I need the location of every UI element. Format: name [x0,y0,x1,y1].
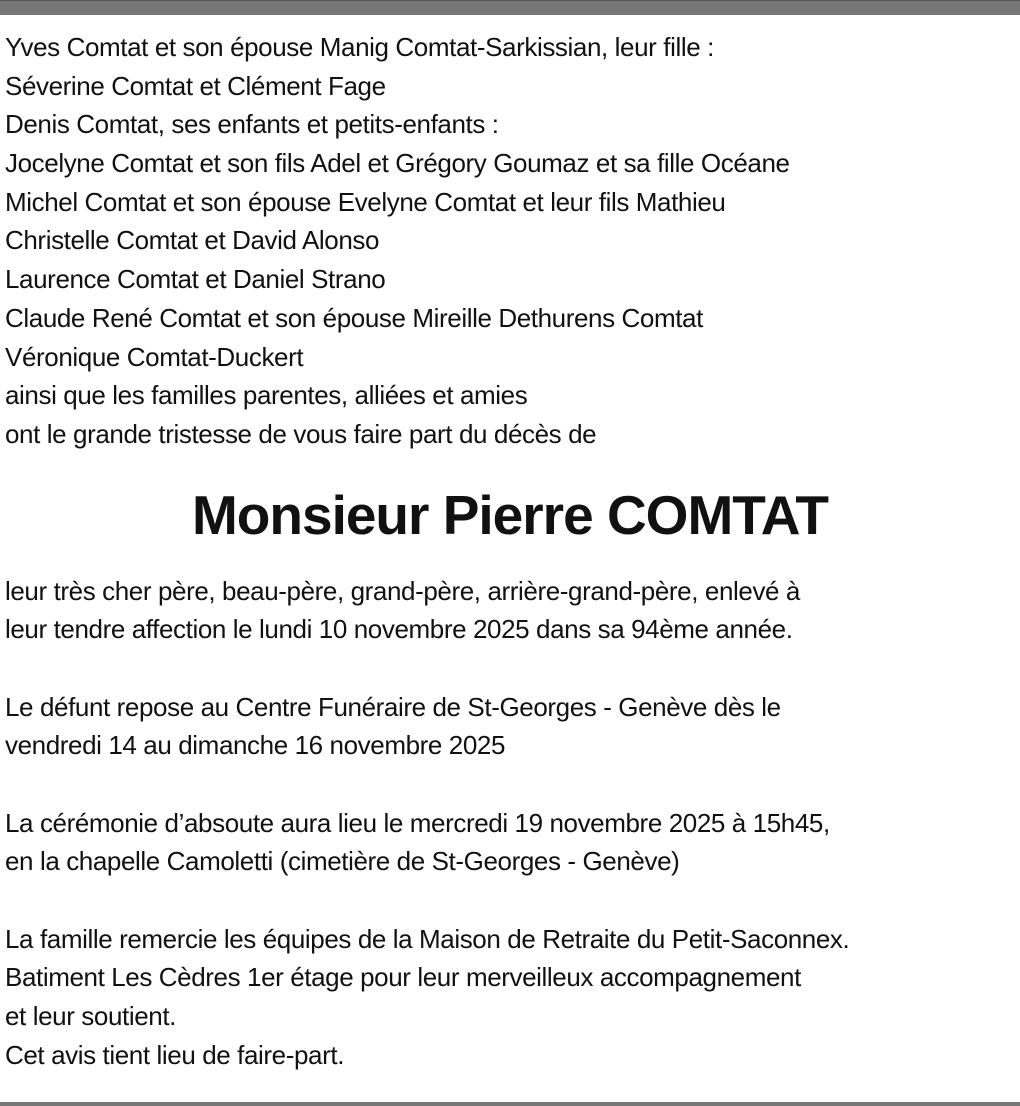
text-line: La famille remercie les équipes de la Maison de Retraite du Petit-Saconnex. [5,923,850,954]
family-line: Michel Comtat et son épouse Evelyne Comtat et leur fils Mathieu [5,186,726,217]
family-list [5,28,1015,454]
family-line: Véronique Comtat-Duckert [5,341,304,372]
text-line: Le défunt repose au Centre Funéraire de St-Georges - Genève dès le [5,691,781,722]
family-line: Denis Comtat, ses enfants et petits-enfants : [5,109,499,140]
text-line: vendredi 14 au dimanche 16 novembre 2025 [5,730,506,761]
text-line: La cérémonie d’absoute aura lieu le mercredi 19 novembre 2025 à 15h45, [5,807,830,838]
family-line: Claude René Comtat et son épouse Mireille Dethurens Comtat [5,302,703,333]
text-line: Cet avis tient lieu de faire-part. [5,1039,345,1070]
deceased-name: Monsieur Pierre COMTAT [191,483,829,546]
paragraph-tribute [5,572,1015,649]
announcement-line: ont le grande tristesse de vous faire part du décès de [5,418,597,449]
text-line: en la chapelle Camoletti (cimetière de St-Georges - Genève) [5,846,680,877]
family-line: Jocelyne Comtat et son fils Adel et Grégory Goumaz et sa fille Océane [5,148,790,179]
paragraph-thanks [5,920,1015,1075]
paragraph-viewing [5,688,1015,765]
family-line: ainsi que les familles parentes, alliées et amies [5,380,528,411]
obituary-notice [5,28,1015,1075]
text-line: et leur soutient. [5,1001,176,1032]
text-line: Batiment Les Cèdres 1er étage pour leur merveilleux accompagnement [5,962,801,993]
family-line: Laurence Comtat et Daniel Strano [5,264,386,295]
top-border [0,0,1020,15]
family-line: Christelle Comtat et David Alonso [5,225,380,256]
family-line: Séverine Comtat et Clément Fage [5,70,386,101]
family-line: Yves Comtat et son épouse Manig Comtat-Sarkissian, leur fille : [5,32,714,62]
text-line: leur tendre affection le lundi 10 novembre 2025 dans sa 94ème année. [5,614,793,645]
paragraph-ceremony [5,804,1015,881]
bottom-border [0,1102,1020,1106]
text-line: leur très cher père, beau-père, grand-père, arrière-grand-père, enlevé à [5,575,800,606]
